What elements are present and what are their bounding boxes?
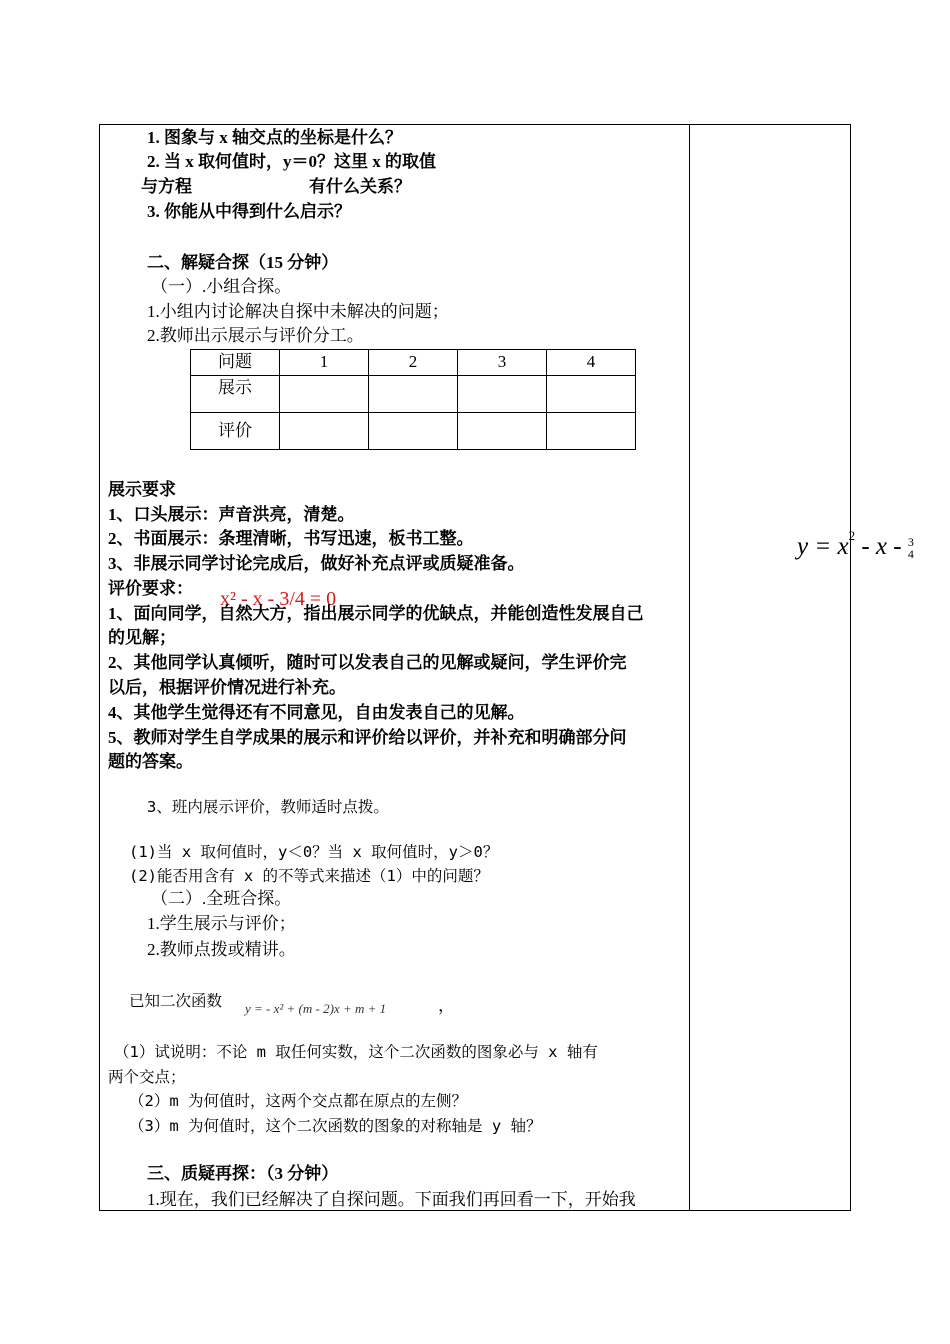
side-formula-numerator: 3 xyxy=(907,535,914,550)
problem-intro: 已知二次函数 xyxy=(129,992,223,1010)
table-cell xyxy=(547,413,636,450)
table-cell xyxy=(547,376,636,413)
display-req-item: 3、非展示同学讨论完成后，做好补充点评或质疑准备。 xyxy=(108,554,525,573)
table-header-cell: 3 xyxy=(458,350,547,376)
table-header-cell: 问题 xyxy=(191,350,280,376)
problem-formula: y = - x² + (m - 2)x + m + 1 xyxy=(245,1001,387,1016)
section2-sub1: （一）.小组合探。 xyxy=(151,277,292,296)
class-show-q1: (1)当 x 取何值时，y＜0？当 x 取何值时，y＞0？ xyxy=(129,843,499,861)
section3-title: 三、质疑再探：（3 分钟） xyxy=(147,1164,339,1183)
table-header-cell: 2 xyxy=(369,350,458,376)
display-req-title: 展示要求 xyxy=(108,480,176,499)
display-req-item: 2、书面展示：条理清晰，书写迅速，板书工整。 xyxy=(108,529,474,548)
red-equation: x² - x - 3/4 = 0 xyxy=(220,588,337,610)
table-cell: 展示 xyxy=(191,376,280,413)
problem-part1-cont: 两个交点； xyxy=(108,1068,186,1086)
table-row xyxy=(191,350,636,376)
side-formula-lhs: y = x xyxy=(797,533,849,560)
allocation-table xyxy=(190,349,636,450)
problem-part3: （3）m 为何值时，这个二次函数的图象的对称轴是 y 轴？ xyxy=(129,1117,542,1135)
question-2: 2. 当 x 取何值时，y＝0？这里 x 的取值 xyxy=(147,152,436,171)
eval-req-line: 题的答案。 xyxy=(108,752,193,771)
table-cell xyxy=(280,376,369,413)
question-1: 1. 图象与 x 轴交点的坐标是什么？ xyxy=(147,128,402,147)
eval-req-line: 2、其他同学认真倾听，随时可以发表自己的见解或疑问，学生评价完 xyxy=(108,653,627,672)
class-show-q2: (2)能否用含有 x 的不等式来描述（1）中的问题？ xyxy=(129,867,489,885)
table-cell xyxy=(458,376,547,413)
eval-req-line: 4、其他学生觉得还有不同意见，自由发表自己的见解。 xyxy=(108,703,525,722)
table-row xyxy=(191,413,636,450)
eval-req-line: 的见解； xyxy=(108,628,176,647)
side-formula-denominator: 4 xyxy=(907,547,914,562)
class-show-line: 3、班内展示评价，教师适时点拨。 xyxy=(147,798,389,816)
column-divider xyxy=(689,124,690,1211)
problem-part1: （1）试说明：不论 m 取任何实数，这个二次函数的图象必与 x 轴有 xyxy=(114,1043,598,1061)
table-row xyxy=(191,376,636,413)
question-3: 3. 你能从中得到什么启示？ xyxy=(147,202,351,221)
table-cell xyxy=(458,413,547,450)
table-cell xyxy=(280,413,369,450)
side-formula xyxy=(797,528,914,561)
table-header-cell: 1 xyxy=(280,350,369,376)
section2-item2: 2.教师出示展示与评价分工。 xyxy=(147,326,364,345)
class-show-item2: 2.教师点拨或精讲。 xyxy=(147,940,296,959)
class-show-sub2: （二）.全班合探。 xyxy=(151,889,292,908)
table-header-cell: 4 xyxy=(547,350,636,376)
question-2-cont-a: 与方程 xyxy=(141,177,192,196)
class-show-item1: 1.学生展示与评价； xyxy=(147,914,296,933)
eval-req-title: 评价要求： xyxy=(108,579,193,598)
side-formula-exponent: 2 xyxy=(848,528,856,543)
table-cell xyxy=(369,376,458,413)
table-cell xyxy=(369,413,458,450)
eval-req-line: 以后，根据评价情况进行补充。 xyxy=(108,678,346,697)
side-formula-mid: - x - xyxy=(855,533,908,560)
display-req-item: 1、口头展示：声音洪亮，清楚。 xyxy=(108,505,355,524)
section2-item1: 1.小组内讨论解决自探中未解决的问题； xyxy=(147,302,449,321)
section2-title: 二、解疑合探（15 分钟） xyxy=(147,253,339,272)
question-2-cont-b: 有什么关系？ xyxy=(309,177,411,196)
side-formula-fraction xyxy=(908,536,914,560)
eval-req-line: 5、教师对学生自学成果的展示和评价给以评价，并补充和明确部分问 xyxy=(108,728,627,747)
section3-line1: 1.现在，我们已经解决了自探问题。下面我们再回看一下，开始我 xyxy=(147,1190,636,1209)
problem-part2: （2）m 为何值时，这两个交点都在原点的左侧？ xyxy=(129,1092,467,1110)
table-cell: 评价 xyxy=(191,413,280,450)
eval-req-line: 1、面向同学，自然大方，指出展示同学的优缺点，并能创造性发展自己 xyxy=(108,604,644,623)
problem-comma: ， xyxy=(438,996,455,1015)
